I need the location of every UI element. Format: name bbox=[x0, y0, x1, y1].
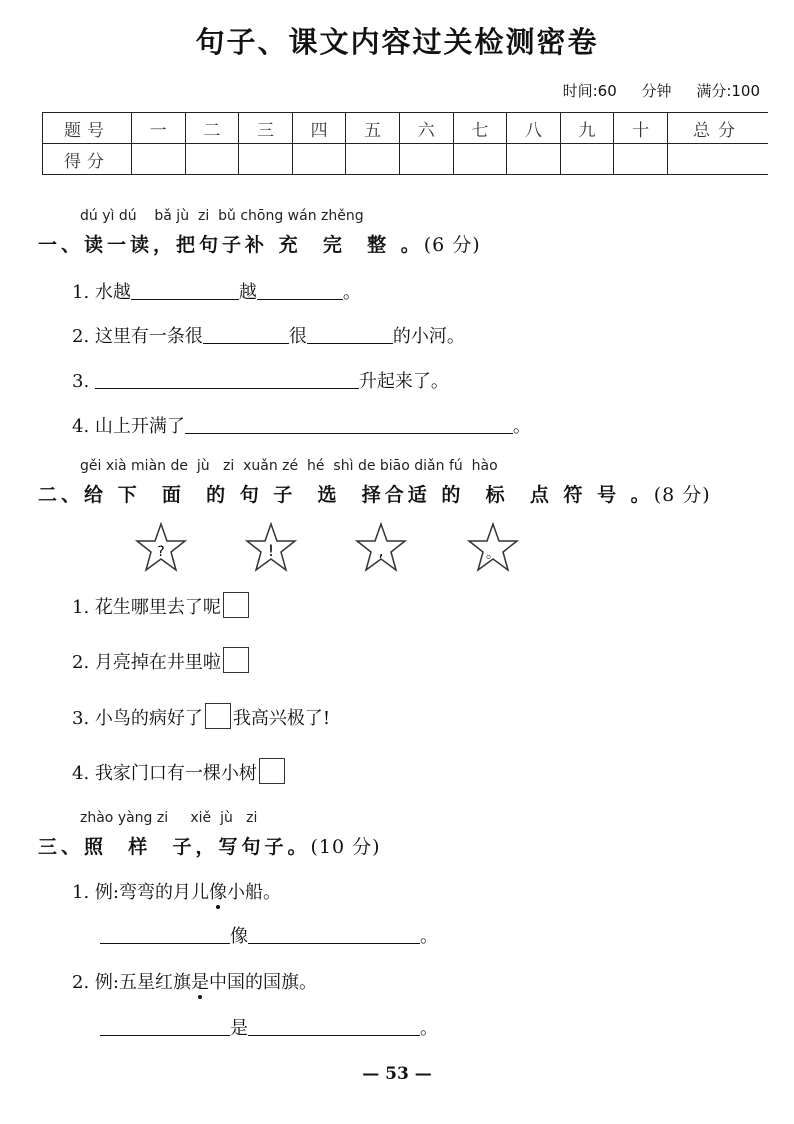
star-mark: ! bbox=[267, 541, 275, 560]
section2-heading bbox=[38, 480, 711, 507]
question-number: 1. bbox=[72, 282, 90, 303]
question-number: 4. bbox=[72, 763, 90, 784]
star-mark: 。 bbox=[486, 546, 500, 562]
question-text: 我家门口有一棵小树 bbox=[94, 763, 257, 784]
column-8: 八 bbox=[507, 113, 561, 144]
example-text: 例:五星红旗 bbox=[94, 972, 191, 993]
s2-question-2 bbox=[72, 647, 251, 674]
question-text: 小鸟的病好了 bbox=[94, 708, 203, 729]
score-cell[interactable] bbox=[132, 144, 186, 175]
answer-key-word: 像 bbox=[230, 926, 248, 947]
question-number: 1. bbox=[72, 597, 90, 618]
question-number: 2. bbox=[72, 972, 90, 993]
question-number: 1. bbox=[72, 882, 90, 903]
example-text: 中国的国旗。 bbox=[209, 972, 317, 993]
question-text: 月亮掉在井里啦 bbox=[94, 652, 221, 673]
star-period-icon bbox=[466, 522, 520, 578]
s3-answer-line-1 bbox=[100, 922, 438, 948]
s3-example-2 bbox=[72, 968, 317, 994]
punctuation-box[interactable] bbox=[223, 592, 249, 618]
question-text: 花生哪里去了呢 bbox=[94, 597, 221, 618]
question-text: 的小河。 bbox=[392, 326, 465, 347]
punctuation-box[interactable] bbox=[223, 647, 249, 673]
star-question-mark-icon bbox=[134, 522, 188, 578]
section1-heading bbox=[38, 230, 481, 257]
question-text: 山上开满了 bbox=[94, 416, 185, 437]
score-label: 得分 bbox=[43, 144, 132, 175]
answer-blank[interactable] bbox=[203, 325, 289, 344]
score-cell[interactable] bbox=[560, 144, 614, 175]
column-3: 三 bbox=[239, 113, 293, 144]
star-mark: ? bbox=[157, 544, 165, 560]
question-text: 升起来了。 bbox=[358, 371, 449, 392]
score-table-score-row bbox=[43, 144, 769, 175]
page-number: — 53 — bbox=[362, 1064, 432, 1084]
column-4: 四 bbox=[292, 113, 346, 144]
question-text: 我高兴极了! bbox=[232, 708, 331, 729]
section3-points: (10 分) bbox=[310, 836, 381, 858]
s1-question-2 bbox=[72, 322, 465, 348]
score-cell[interactable] bbox=[185, 144, 239, 175]
score-cell[interactable] bbox=[453, 144, 507, 175]
score-cell[interactable] bbox=[346, 144, 400, 175]
total-score-cell[interactable] bbox=[668, 144, 769, 175]
column-7: 七 bbox=[453, 113, 507, 144]
example-text: 小船。 bbox=[227, 882, 281, 903]
answer-blank[interactable] bbox=[257, 281, 343, 300]
example-text: 例:弯弯的月儿 bbox=[94, 882, 209, 903]
score-cell[interactable] bbox=[614, 144, 668, 175]
score-cell[interactable] bbox=[507, 144, 561, 175]
s1-question-1 bbox=[72, 278, 361, 304]
question-text: 。 bbox=[512, 416, 531, 437]
s3-answer-line-2 bbox=[100, 1014, 438, 1040]
section1-heading-text: 一、读一读，把句子补 充 完 整 。 bbox=[38, 234, 424, 256]
column-10: 十 bbox=[614, 113, 668, 144]
question-number: 3. bbox=[72, 371, 90, 392]
answer-blank[interactable] bbox=[100, 1017, 230, 1036]
question-text: 很 bbox=[288, 326, 307, 347]
section2-pinyin: gěi xià miàn de jù zi xuǎn zé hé shì de biāo diǎn fú hào bbox=[80, 458, 498, 474]
answer-key-word: 是 bbox=[230, 1018, 248, 1039]
s3-example-1 bbox=[72, 878, 281, 904]
s1-question-3 bbox=[72, 367, 449, 393]
column-9: 九 bbox=[560, 113, 614, 144]
punctuation-box[interactable] bbox=[205, 703, 231, 729]
answer-blank[interactable] bbox=[307, 325, 393, 344]
answer-blank[interactable] bbox=[185, 415, 513, 434]
total-label: 总分 bbox=[668, 113, 769, 144]
section3-pinyin: zhào yàng zi xiě jù zi bbox=[80, 810, 258, 826]
section3-heading-text: 三、照 样 子，写句子。 bbox=[38, 836, 311, 858]
column-6: 六 bbox=[399, 113, 453, 144]
answer-blank[interactable] bbox=[95, 370, 359, 389]
question-text: 这里有一条很 bbox=[94, 326, 203, 347]
page-title: 句子、课文内容过关检测密卷 bbox=[195, 25, 599, 59]
question-number: 2. bbox=[72, 326, 90, 347]
question-number-label: 题号 bbox=[43, 113, 132, 144]
score-cell[interactable] bbox=[292, 144, 346, 175]
star-exclamation-icon bbox=[244, 522, 298, 578]
question-text: 。 bbox=[420, 926, 438, 947]
section1-pinyin: dú yì dú bǎ jù zi bǔ chōng wán zhěng bbox=[80, 208, 364, 224]
answer-blank[interactable] bbox=[131, 281, 239, 300]
question-number: 3. bbox=[72, 708, 90, 729]
section2-heading-text: 二、给 下 面 的 句 子 选 择合适 的 标 点 符 号 。 bbox=[38, 484, 654, 506]
s2-question-3 bbox=[72, 703, 330, 730]
question-text: 。 bbox=[342, 282, 361, 303]
time-limit: 时间:60 分钟 bbox=[562, 82, 672, 100]
section3-heading bbox=[38, 832, 381, 859]
score-cell[interactable] bbox=[399, 144, 453, 175]
s2-question-1 bbox=[72, 592, 251, 619]
answer-blank[interactable] bbox=[100, 925, 230, 944]
question-text: 越 bbox=[238, 282, 257, 303]
s2-question-4 bbox=[72, 758, 287, 785]
full-score: 满分:100 bbox=[696, 82, 760, 100]
column-1: 一 bbox=[132, 113, 186, 144]
section2-points: (8 分) bbox=[653, 484, 711, 506]
answer-blank[interactable] bbox=[248, 1017, 420, 1036]
star-comma-icon bbox=[354, 522, 408, 578]
s1-question-4 bbox=[72, 412, 531, 438]
column-2: 二 bbox=[185, 113, 239, 144]
question-number: 2. bbox=[72, 652, 90, 673]
emphasis-word: 像 bbox=[209, 882, 227, 903]
column-5: 五 bbox=[346, 113, 400, 144]
emphasis-word: 是 bbox=[191, 972, 209, 993]
score-table-header-row bbox=[43, 113, 769, 144]
question-number: 4. bbox=[72, 416, 90, 437]
question-text: 。 bbox=[420, 1018, 438, 1039]
star-mark: , bbox=[378, 541, 384, 560]
exam-meta bbox=[563, 80, 760, 101]
answer-blank[interactable] bbox=[248, 925, 420, 944]
score-table bbox=[42, 112, 768, 175]
question-text: 水越 bbox=[94, 282, 131, 303]
section1-points: (6 分) bbox=[423, 234, 481, 256]
punctuation-box[interactable] bbox=[259, 758, 285, 784]
score-cell[interactable] bbox=[239, 144, 293, 175]
